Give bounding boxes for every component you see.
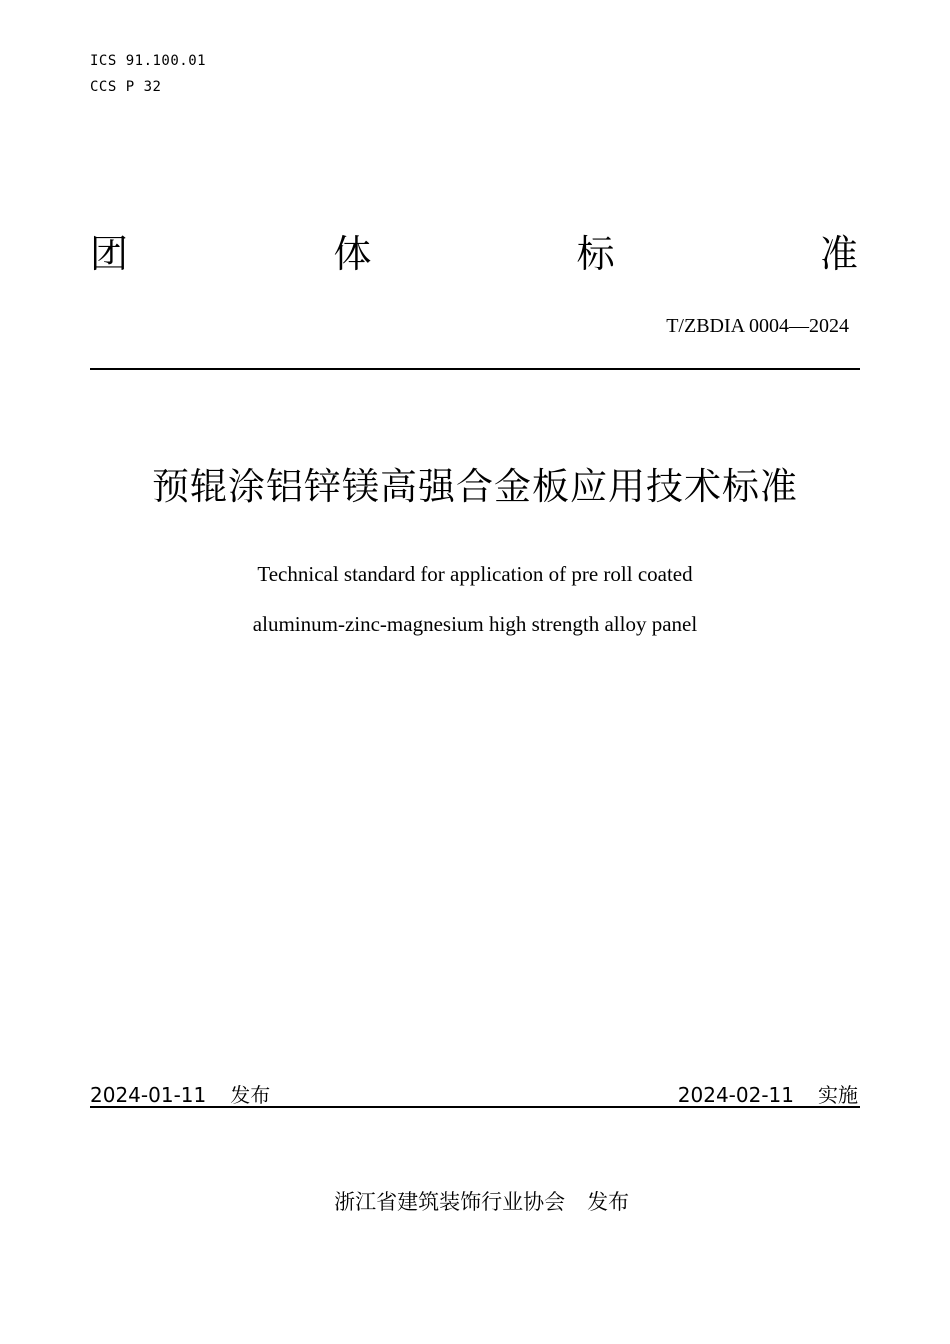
implement-date: 2024-02-11 <box>677 1083 794 1107</box>
ics-code: ICS 91.100.01 <box>90 53 207 69</box>
top-divider <box>90 368 860 370</box>
publisher-line <box>0 1154 950 1218</box>
category-char-4: 准 <box>819 232 858 276</box>
standard-code: T/ZBDIA 0004—2024 <box>666 315 849 337</box>
title-chinese: 预辊涂铝锌镁高强合金板应用技术标准 <box>152 465 798 508</box>
bottom-divider <box>90 1106 860 1108</box>
title-english-line-1: Technical standard for application of pre roll coated <box>257 562 693 586</box>
implement-label: 实施 <box>818 1083 858 1107</box>
publisher-label: 发布 <box>587 1190 630 1214</box>
publish-date: 2024-01-11 <box>90 1083 207 1107</box>
classification-codes <box>90 48 206 100</box>
category-char-2: 体 <box>333 232 372 276</box>
publish-label: 发布 <box>230 1083 271 1107</box>
category-char-1: 团 <box>90 232 129 276</box>
publisher-name: 浙江省建筑装饰行业协会 <box>334 1190 566 1214</box>
standard-category <box>90 228 858 280</box>
ccs-code: CCS P 32 <box>90 79 162 95</box>
category-char-3: 标 <box>576 232 615 276</box>
title-english-line-2: aluminum-zinc-magnesium high strength alloy panel <box>252 612 698 636</box>
